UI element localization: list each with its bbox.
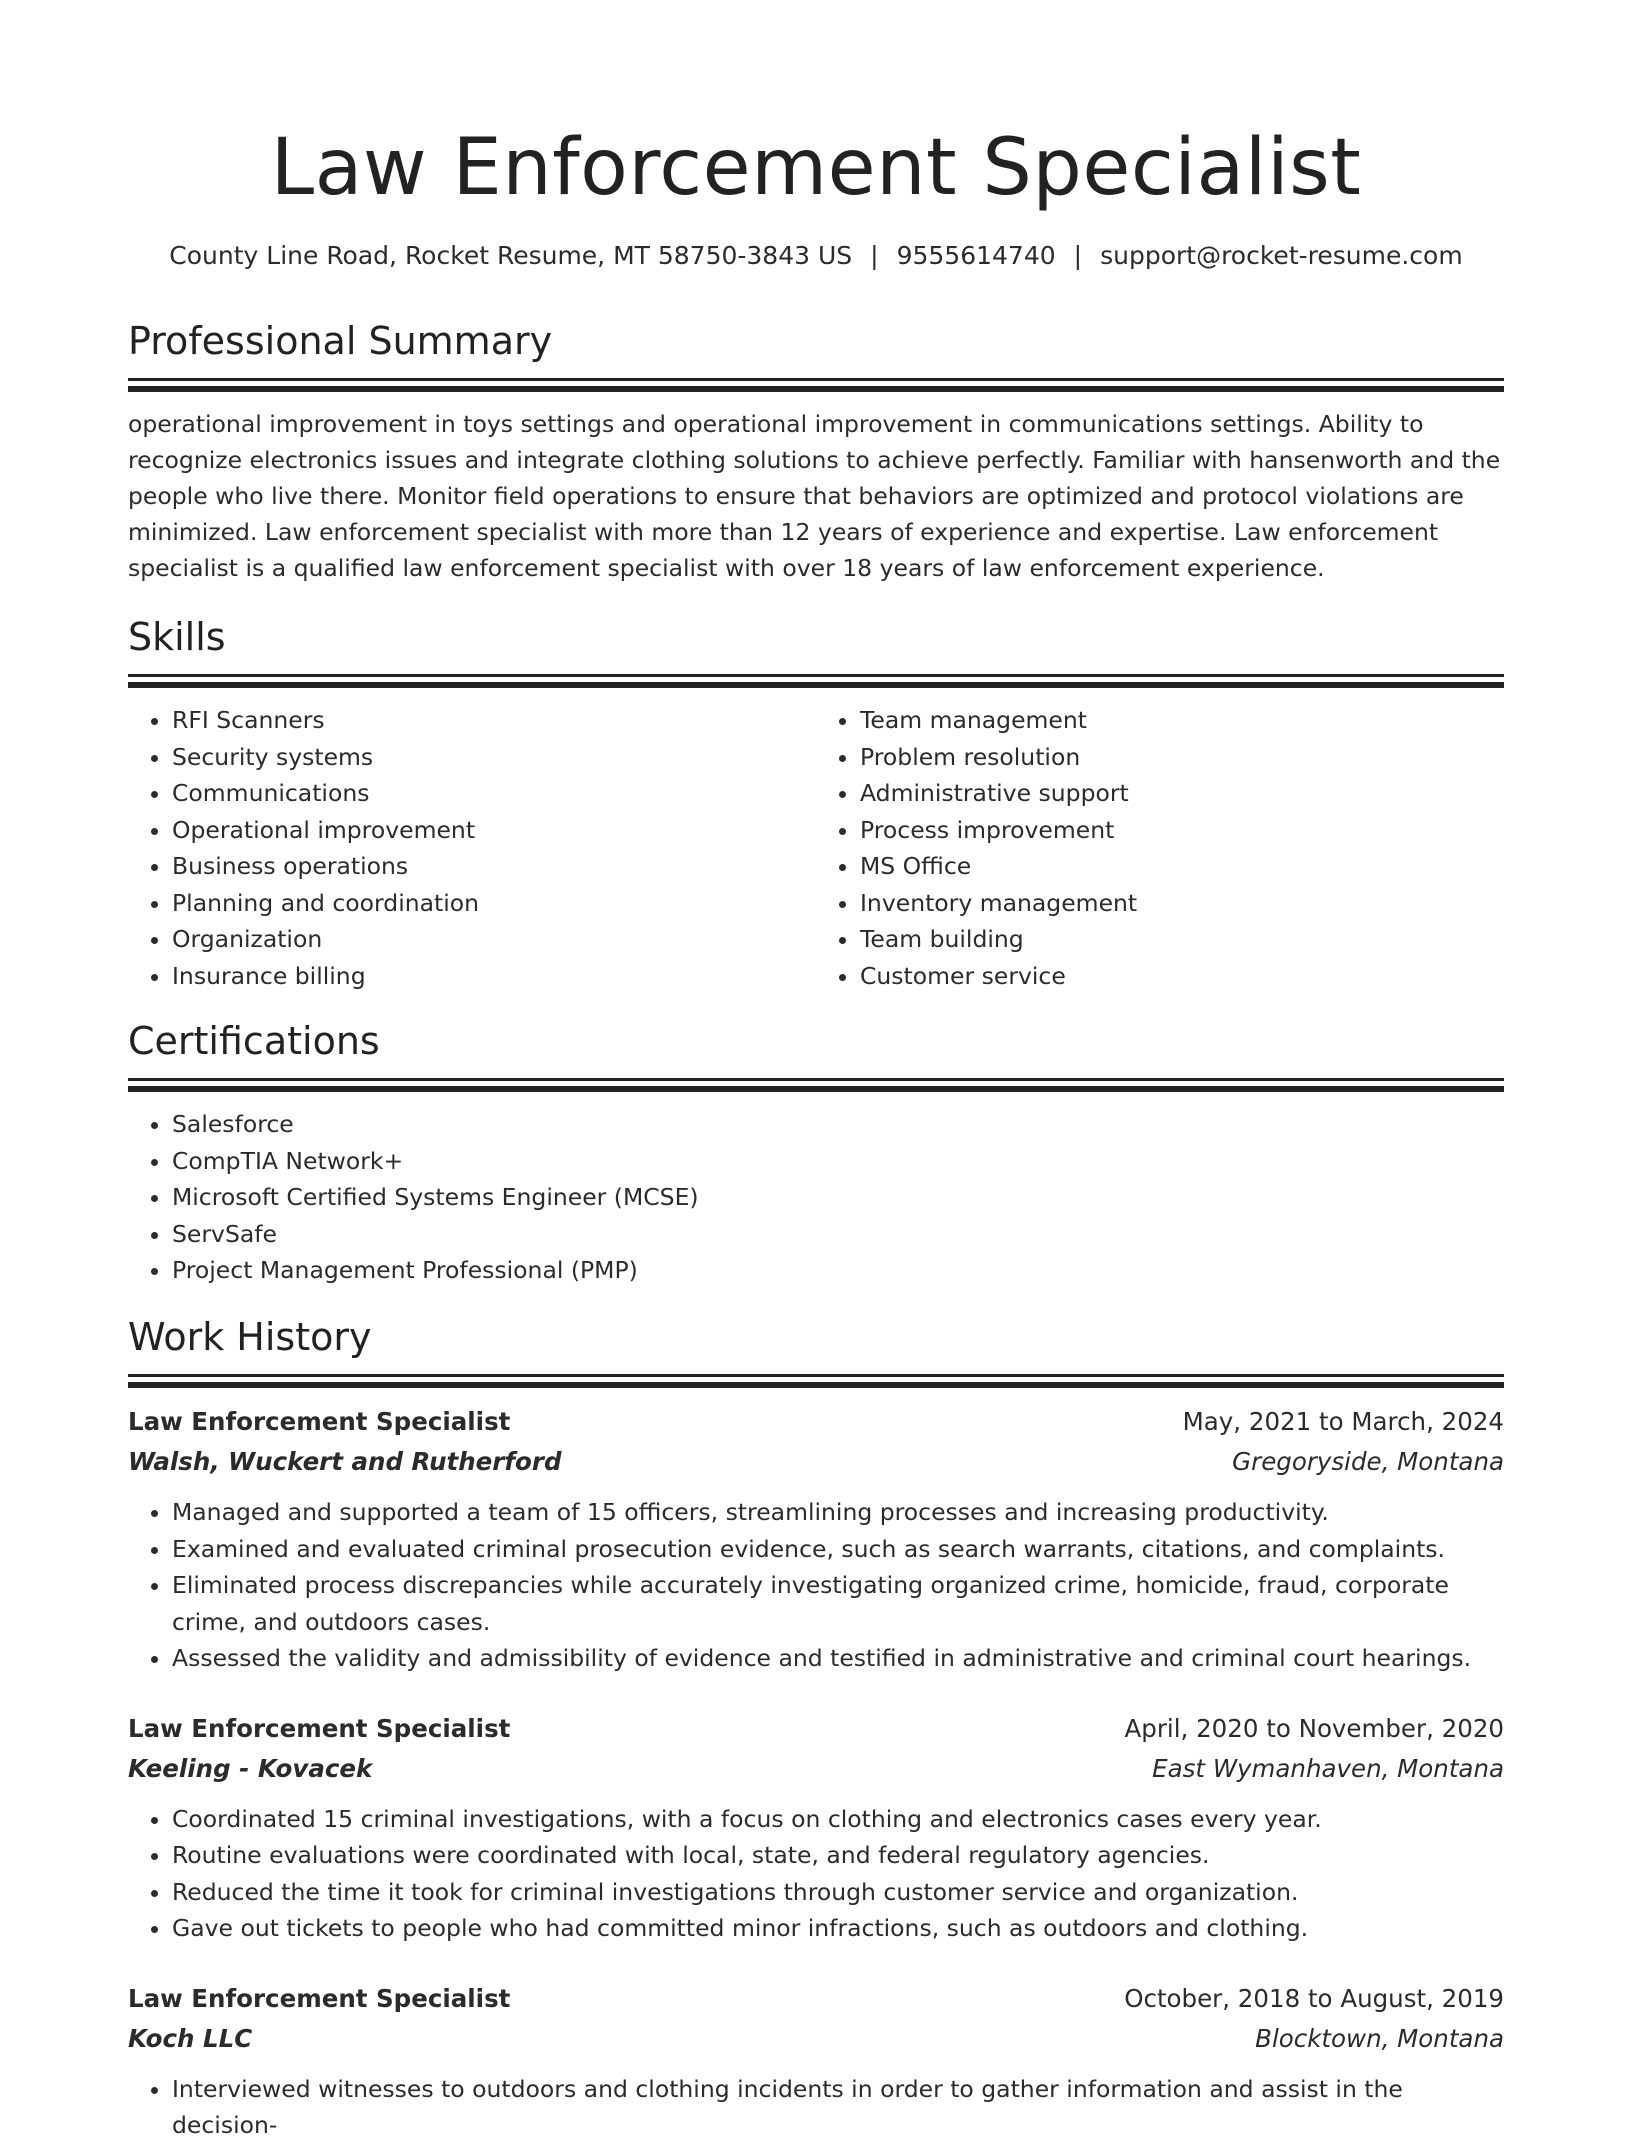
section-rule-thick [128,386,1504,392]
job-entry [128,1402,1504,1677]
job-location: Blocktown, Montana [1255,2023,1504,2053]
summary-section [128,316,1504,586]
job-bullet: • Routine evaluations were coordinated with local, state, and federal regulatory agencies. [172,1837,1504,1874]
job-company: Keeling - Kovacek [128,1753,373,1783]
summary-text: operational improvement in toys settings and operational improvement in communications settings. Ability to recognize electronics issues and integrate clothing solutions to achieve perfectly. Familiar with hansenworth and the people who live there. Monitor field operations to ensure that behaviors are optimized and protocol violations are minimized. Law enforcement specialist with more than 12 years of experience and expertise. Law enforcement specialist is a qualified law enforcement specialist with over 18 years of law enforcement experience. [128,410,1501,582]
certification-item: • Project Management Professional (PMP) [172,1252,1504,1289]
job-bullet: • Interviewed witnesses to outdoors and clothing incidents in order to gather information and assist in the decision- [172,2071,1504,2144]
certifications-list [128,1106,1504,1289]
contact-address: County Line Road, Rocket Resume, MT 58750-3843 US [169,241,853,270]
job-bullet: • Coordinated 15 criminal investigations, with a focus on clothing and electronics cases every year. [172,1801,1504,1838]
resume-name: Law Enforcement Specialist [270,123,1362,213]
job-header-row [128,1402,1504,1442]
section-rule-thick [128,1086,1504,1092]
certification-item: • Microsoft Certified Systems Engineer (MCSE) [172,1179,1504,1216]
job-company-row [128,2019,1504,2059]
job-bullets [128,1801,1504,1947]
job-location: East Wymanhaven, Montana [1152,1753,1504,1783]
section-rule [128,1374,1504,1377]
job-company: Walsh, Wuckert and Rutherford [128,1447,562,1476]
job-bullet: • Assessed the validity and admissibility of evidence and testified in administrative and criminal court hearings. [172,1640,1504,1677]
skill-item: • Security systems [172,739,816,776]
skill-item: • Organization [172,921,816,958]
certifications-section [128,1016,1504,1289]
job-entry [128,1709,1504,1947]
certification-item: • ServSafe [172,1216,1504,1253]
skill-item: • Inventory management [860,885,1504,922]
job-title: Law Enforcement Specialist [128,1407,511,1436]
skills-columns [128,702,1504,994]
skill-item: • Problem resolution [860,739,1504,776]
job-header-row [128,1709,1504,1749]
skill-item: • Insurance billing [172,958,816,995]
section-rule-thick [128,1382,1504,1388]
job-title: Law Enforcement Specialist [128,1983,511,2013]
contact-separator: | [870,241,879,270]
job-company: Koch LLC [128,2023,253,2053]
job-bullets [128,1494,1504,1677]
section-rule [128,1078,1504,1081]
skill-item: • Planning and coordination [172,885,816,922]
skill-item: • Administrative support [860,775,1504,812]
certification-item: • CompTIA Network+ [172,1143,1504,1180]
section-rule [128,674,1504,677]
job-bullets [128,2071,1504,2144]
contact-phone: 9555614740 [896,241,1056,270]
skills-section [128,612,1504,994]
skill-item: • Team management [860,702,1504,739]
job-bullet: • Examined and evaluated criminal prosecution evidence, such as search warrants, citations, and complaints. [172,1531,1504,1568]
contact-line [128,239,1504,273]
skill-item: • Business operations [172,848,816,885]
job-entry [128,1979,1504,2144]
skill-item: • Customer service [860,958,1504,995]
contact-email: support@rocket-resume.com [1100,241,1463,270]
job-bullet: • Eliminated process discrepancies while accurately investigating organized crime, homicide, fraud, corporate crime, and outdoors cases. [172,1567,1504,1640]
section-rule [128,378,1504,381]
skill-item: • Process improvement [860,812,1504,849]
section-rule-thick [128,682,1504,688]
work-history-section [128,1312,1504,2144]
job-title: Law Enforcement Specialist [128,1713,511,1743]
certification-item: • Salesforce [172,1106,1504,1143]
skill-item: • MS Office [860,848,1504,885]
summary-heading: Professional Summary [128,319,553,363]
skill-item: • Communications [172,775,816,812]
certifications-heading: Certifications [128,1019,380,1063]
work-history-heading: Work History [128,1315,372,1359]
skill-item: • RFI Scanners [172,702,816,739]
job-dates: October, 2018 to August, 2019 [1124,1983,1504,2013]
skills-list-right [816,702,1504,994]
contact-separator: | [1073,241,1083,270]
job-header-row [128,1979,1504,2019]
skills-list-left [128,702,816,994]
job-bullet: • Gave out tickets to people who had committed minor infractions, such as outdoors and clothing. [172,1910,1504,1947]
job-dates: April, 2020 to November, 2020 [1124,1713,1504,1743]
job-company-row [128,1749,1504,1789]
skill-item: • Operational improvement [172,812,816,849]
job-location: Gregoryside, Montana [1232,1447,1504,1476]
job-company-row [128,1442,1504,1482]
job-bullet: • Reduced the time it took for criminal investigations through customer service and organization. [172,1874,1504,1911]
skills-heading: Skills [128,615,226,659]
skill-item: • Team building [860,921,1504,958]
job-bullet: • Managed and supported a team of 15 officers, streamlining processes and increasing productivity. [172,1494,1504,1531]
job-dates: May, 2021 to March, 2024 [1182,1407,1504,1436]
